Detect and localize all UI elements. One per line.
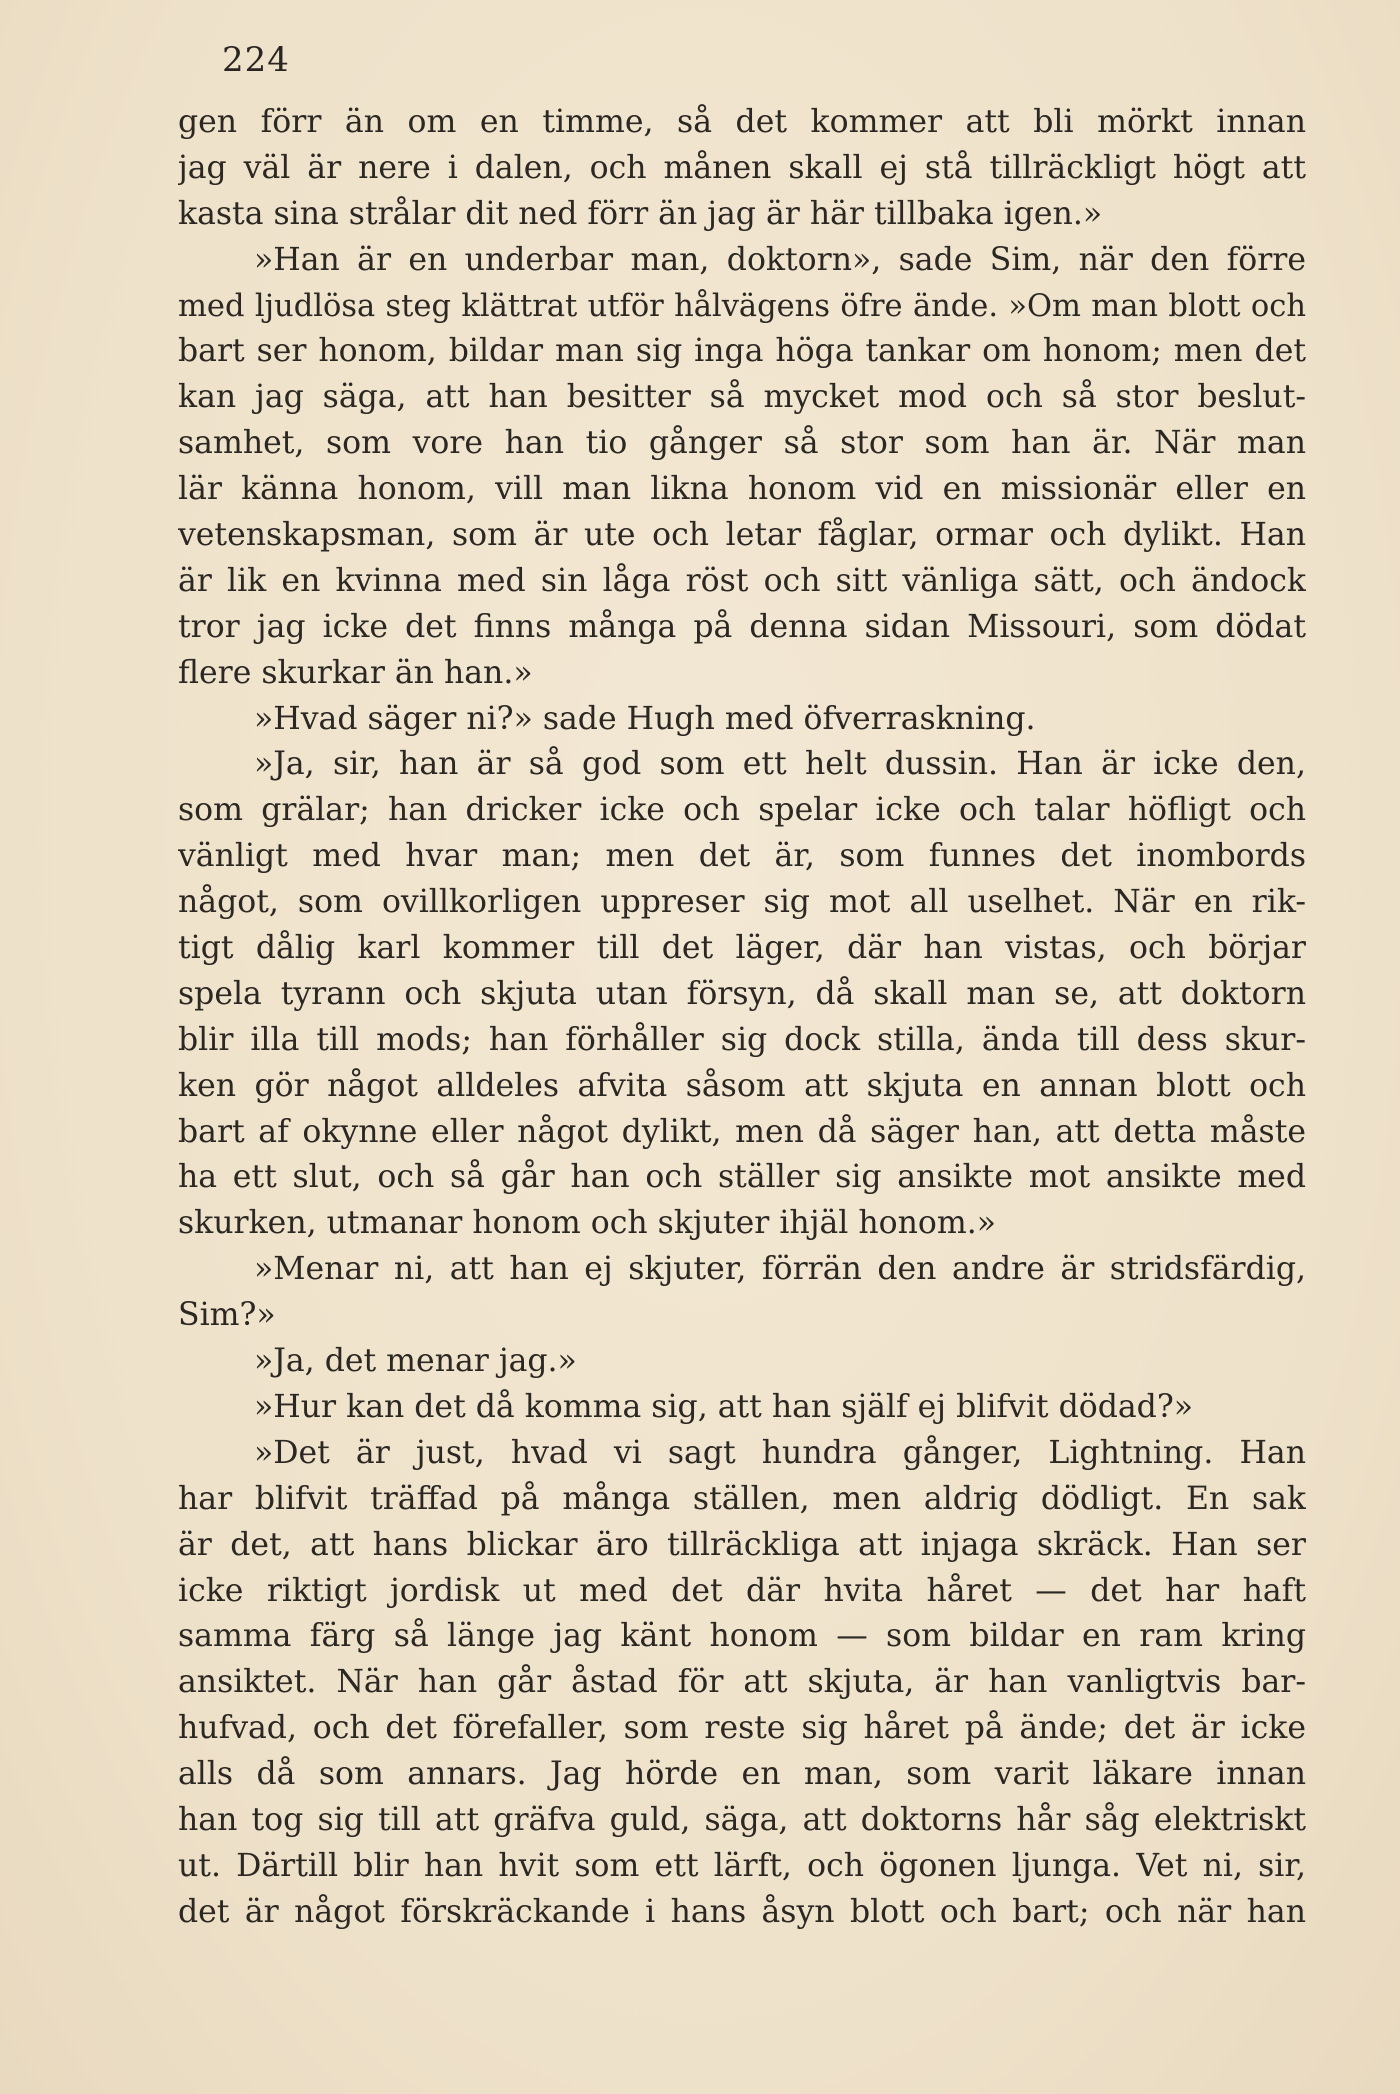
text-line: bart af okynne eller något dylikt, men då säger han, att detta måste: [178, 1113, 1306, 1150]
text-line: skurken, utmanar honom och skjuter ihjäl honom.»: [178, 1205, 997, 1242]
text-line: kan jag säga, att han besitter så mycket mod och så stor beslut-: [178, 379, 1306, 416]
text-line: jag väl är nere i dalen, och månen skall ej stå tillräckligt högt att: [178, 149, 1306, 186]
text-line: »Ja, sir, han är så god som ett helt dussin. Han är icke den,: [254, 746, 1306, 783]
text-line: något, som ovillkorligen uppreser sig mot all uselhet. När en rik-: [178, 884, 1306, 921]
text-line: tror jag icke det finns många på denna sidan Missouri, som dödat: [178, 608, 1306, 645]
text-line: bart ser honom, bildar man sig inga höga tankar om honom; men det: [178, 333, 1306, 370]
text-line: icke riktigt jordisk ut med det där hvita håret — det har haft: [178, 1572, 1306, 1609]
text-line: kasta sina strålar dit ned förr än jag är här tillbaka igen.»: [178, 195, 1103, 232]
page-number: 224: [222, 40, 290, 80]
text-line: »Det är just, hvad vi sagt hundra gånger, Lightning. Han: [254, 1434, 1306, 1471]
text-line: är lik en kvinna med sin låga röst och sitt vänliga sätt, och ändock: [178, 562, 1306, 599]
text-line: ansiktet. När han går åstad för att skjuta, är han vanligtvis bar-: [178, 1664, 1306, 1701]
text-line: spela tyrann och skjuta utan försyn, då skall man se, att doktorn: [178, 975, 1306, 1012]
text-line: har blifvit träffad på många ställen, men aldrig dödligt. En sak: [178, 1480, 1306, 1517]
text-line: med ljudlösa steg klättrat utför hålvägens öfre ände. »Om man blott och: [178, 288, 1306, 324]
text-line: vänligt med hvar man; men det är, som funnes det inombords: [178, 838, 1306, 875]
text-line: är det, att hans blickar äro tillräckliga att injaga skräck. Han ser: [178, 1526, 1306, 1563]
text-line: flere skurkar än han.»: [178, 654, 533, 691]
text-line: han tog sig till att gräfva guld, säga, att doktorns hår såg elektriskt: [178, 1801, 1306, 1838]
text-line: det är något förskräckande i hans åsyn blott och bart; och när han: [178, 1893, 1306, 1930]
text-line: samhet, som vore han tio gånger så stor som han är. När man: [178, 425, 1306, 462]
text-line: som grälar; han dricker icke och spelar icke och talar höfligt och: [178, 792, 1306, 829]
body-text: [178, 100, 1306, 1936]
text-line: hufvad, och det förefaller, som reste sig håret på ände; det är icke: [178, 1710, 1306, 1747]
text-line: ut. Därtill blir han hvit som ett lärft, och ögonen ljunga. Vet ni, sir,: [178, 1847, 1306, 1884]
text-line: Sim?»: [178, 1297, 276, 1334]
text-line: »Menar ni, att han ej skjuter, förrän den andre är stridsfärdig,: [254, 1251, 1306, 1288]
text-line: tigt dålig karl kommer till det läger, där han vistas, och börjar: [178, 930, 1306, 967]
text-line: lär känna honom, vill man likna honom vid en missionär eller en: [178, 471, 1306, 508]
text-line: samma färg så länge jag känt honom — som bildar en ram kring: [178, 1618, 1306, 1655]
text-line: »Hvad säger ni?» sade Hugh med öfverraskning.: [254, 700, 1036, 737]
text-line: »Han är en underbar man, doktorn», sade Sim, när den förre: [254, 241, 1306, 278]
text-line: gen förr än om en timme, så det kommer att bli mörkt innan: [178, 104, 1306, 140]
text-line: alls då som annars. Jag hörde en man, som varit läkare innan: [178, 1756, 1306, 1793]
text-line: vetenskapsman, som är ute och letar fåglar, ormar och dylikt. Han: [178, 517, 1306, 554]
text-line: blir illa till mods; han förhåller sig dock stilla, ända till dess skur-: [178, 1021, 1306, 1058]
text-line: »Hur kan det då komma sig, att han själf ej blifvit dödad?»: [254, 1388, 1193, 1425]
text-line: ha ett slut, och så går han och ställer sig ansikte mot ansikte med: [178, 1159, 1306, 1196]
text-line: »Ja, det menar jag.»: [254, 1343, 577, 1380]
text-line: ken gör något alldeles afvita såsom att skjuta en annan blott och: [178, 1067, 1306, 1104]
